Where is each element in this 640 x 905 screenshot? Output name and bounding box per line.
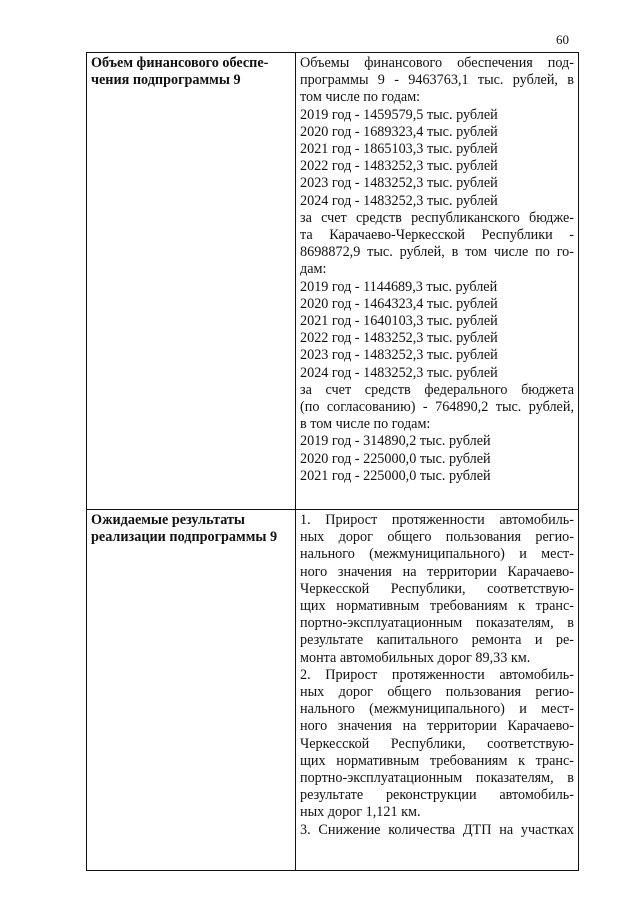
result-item-2-line: ных дорог 1,121 км. bbox=[300, 804, 421, 821]
results-content-cell bbox=[296, 510, 579, 871]
result-item-1-line: 1. Прирост протяженности автомобиль- bbox=[300, 512, 574, 528]
result-item-2-line: 2. Прирост протяженности автомобиль- bbox=[300, 666, 574, 683]
results-label-line: реализации подпрограммы 9 bbox=[91, 529, 278, 546]
financing-intro-line: том числе по годам: bbox=[300, 89, 421, 106]
table-row-results bbox=[87, 510, 579, 871]
total-year-line: 2023 год - 1483252,3 тыс. рублей bbox=[300, 175, 498, 192]
republic-year-line: 2022 год - 1483252,3 тыс. рублей bbox=[300, 330, 498, 347]
republic-year-line: 2019 год - 1144689,3 тыс. рублей bbox=[300, 278, 498, 295]
result-item-2-line: портно-эксплуатационным показателям, в bbox=[300, 770, 574, 787]
results-label-line: Ожидаемые результаты bbox=[91, 512, 245, 528]
financing-label-line: Объем финансового обеспе- bbox=[91, 55, 269, 71]
republic-year-line: 2024 год - 1483252,3 тыс. рублей bbox=[300, 364, 498, 381]
financing-label-cell bbox=[87, 53, 296, 510]
total-year-line: 2021 год - 1865103,3 тыс. рублей bbox=[300, 141, 498, 158]
result-item-2-line: ного значения на территории Карачаево- bbox=[300, 718, 574, 735]
result-item-1-line: Черкесской Республики, соответствую- bbox=[300, 580, 574, 597]
republic-intro-line: 8698872,9 тыс. рублей, в том числе по го- bbox=[300, 244, 574, 261]
result-item-3-line: 3. Снижение количества ДТП на участках bbox=[300, 821, 574, 838]
result-item-2-line: нального (межмуниципального) и мест- bbox=[300, 701, 574, 718]
passport-table bbox=[86, 52, 579, 871]
republic-year-line: 2020 год - 1464323,4 тыс. рублей bbox=[300, 295, 498, 312]
result-item-2-line: результате реконструкции автомобиль- bbox=[300, 787, 574, 804]
financing-intro-line: программы 9 - 9463763,1 тыс. рублей, в bbox=[300, 72, 574, 89]
result-item-1-line: щих нормативным требованиям к транс- bbox=[300, 598, 574, 615]
republic-intro-line: за счет средств республиканского бюдже- bbox=[300, 209, 574, 226]
result-item-1-line: результате капитального ремонта и ре- bbox=[300, 632, 574, 649]
federal-year-line: 2021 год - 225000,0 тыс. рублей bbox=[300, 467, 491, 484]
result-item-1-line: ного значения на территории Карачаево- bbox=[300, 563, 574, 580]
total-year-line: 2019 год - 1459579,5 тыс. рублей bbox=[300, 106, 498, 123]
total-year-line: 2024 год - 1483252,3 тыс. рублей bbox=[300, 192, 498, 209]
financing-label-line: чения подпрограммы 9 bbox=[91, 72, 241, 89]
total-year-line: 2022 год - 1483252,3 тыс. рублей bbox=[300, 158, 498, 175]
result-item-1-line: монта автомобильных дорог 89,33 км. bbox=[300, 649, 531, 666]
result-item-1-line: нального (межмуниципального) и мест- bbox=[300, 546, 574, 563]
result-item-2-line: щих нормативным требованиям к транс- bbox=[300, 752, 574, 769]
republic-year-line: 2021 год - 1640103,3 тыс. рублей bbox=[300, 313, 498, 330]
financing-content-cell bbox=[296, 53, 579, 510]
republic-intro-line: та Карачаево-Черкесской Республики - bbox=[300, 227, 574, 244]
result-item-2-line: Черкесской Республики, соответствую- bbox=[300, 735, 574, 752]
federal-intro-line: (по согласованию) - 764890,2 тыс. рублей, bbox=[300, 399, 574, 416]
table-row-financing bbox=[87, 53, 579, 510]
federal-intro-line: в том числе по годам: bbox=[300, 416, 431, 433]
federal-year-line: 2020 год - 225000,0 тыс. рублей bbox=[300, 450, 491, 467]
federal-intro-line: за счет средств федерального бюджета bbox=[300, 381, 574, 398]
result-item-1-line: портно-эксплуатационным показателям, в bbox=[300, 615, 574, 632]
total-year-line: 2020 год - 1689323,4 тыс. рублей bbox=[300, 123, 498, 140]
result-item-2-line: ных дорог общего пользования регио- bbox=[300, 684, 574, 701]
financing-intro-line: Объемы финансового обеспечения под- bbox=[300, 55, 574, 71]
republic-year-line: 2023 год - 1483252,3 тыс. рублей bbox=[300, 347, 498, 364]
results-label-cell bbox=[87, 510, 296, 871]
result-item-1-line: ных дорог общего пользования регио- bbox=[300, 529, 574, 546]
page-number: 60 bbox=[556, 32, 569, 47]
republic-intro-line: дам: bbox=[300, 261, 327, 278]
federal-year-line: 2019 год - 314890,2 тыс. рублей bbox=[300, 433, 491, 450]
